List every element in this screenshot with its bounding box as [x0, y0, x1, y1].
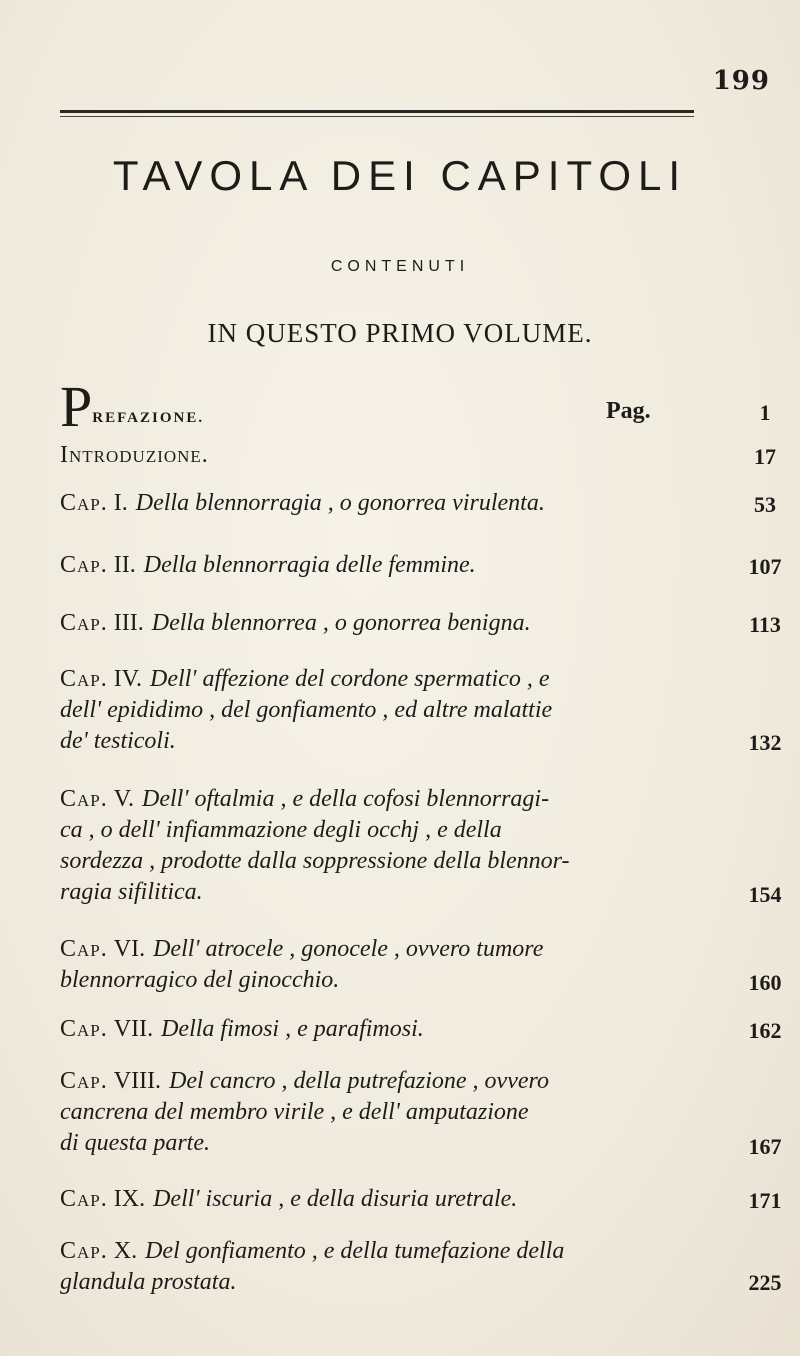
- toc-page-chapter-4: 132: [748, 730, 782, 755]
- toc-page-chapter-1: 53: [754, 492, 776, 517]
- page-title: TAVOLA DEI CAPITOLI: [112, 152, 688, 199]
- chapter-title-line: Del cancro , della putrefazione , ovvero: [169, 1068, 549, 1094]
- chapter-title-line: cancrena del membro virile , e dell' amputazione: [60, 1099, 529, 1125]
- toc-entry-chapter-6: [60, 934, 710, 996]
- toc-page-chapter-2: 107: [748, 554, 782, 579]
- chapter-label: Cap.: [60, 1238, 108, 1264]
- chapter-title-line: blennorragico del ginocchio.: [60, 967, 340, 993]
- chapter-label: Cap.: [60, 610, 108, 636]
- toc-entry-chapter-2: [60, 550, 710, 581]
- toc-entry-chapter-5: [60, 784, 710, 908]
- prefazione-label: REFAZIONE.: [92, 410, 205, 426]
- toc-entry-chapter-1: [60, 488, 710, 519]
- page-number: 199: [712, 66, 770, 96]
- chapter-title-line: Della fimosi , e parafimosi.: [161, 1016, 424, 1042]
- chapter-number: II.: [113, 552, 136, 578]
- chapter-label: Cap.: [60, 666, 108, 692]
- subtitle-contenuti: CONTENUTI: [330, 258, 470, 275]
- chapter-number: III.: [113, 610, 144, 636]
- toc-entry-chapter-3: [60, 608, 710, 639]
- chapter-title-line: Dell' atrocele , gonocele , ovvero tumore: [153, 936, 544, 962]
- chapter-number: VII.: [113, 1016, 154, 1042]
- toc-page-chapter-6: 160: [748, 970, 782, 995]
- chapter-number: VI.: [113, 936, 146, 962]
- chapter-title-line: ragia sifilitica.: [60, 879, 203, 905]
- header-rule-thin: [60, 116, 694, 117]
- chapter-title-line: Della blennorragia delle femmine.: [143, 552, 476, 578]
- chapter-label: Cap.: [60, 786, 108, 812]
- chapter-number: VIII.: [113, 1068, 162, 1094]
- introduzione-label: Introduzione.: [60, 442, 209, 468]
- toc-entry-chapter-8: [60, 1066, 710, 1159]
- chapter-title-line: di questa parte.: [60, 1130, 210, 1156]
- subtitle-volume: IN QUESTO PRIMO VOLUME.: [207, 318, 593, 348]
- chapter-title-line: de' testicoli.: [60, 728, 176, 754]
- chapter-title-line: Dell' oftalmia , e della cofosi blennorragi-: [142, 786, 550, 812]
- chapter-title-line: ca , o dell' infiammazione degli occhj , e della: [60, 817, 502, 843]
- chapter-title-line: glandula prostata.: [60, 1269, 237, 1295]
- chapter-label: Cap.: [60, 936, 108, 962]
- toc-page-introduzione: 17: [754, 444, 776, 469]
- chapter-number: I.: [113, 490, 128, 516]
- chapter-title-line: Dell' affezione del cordone spermatico , e: [149, 666, 550, 692]
- chapter-number: IV.: [113, 666, 142, 692]
- chapter-label: Cap.: [60, 1016, 108, 1042]
- chapter-title-line: sordezza , prodotte dalla soppressione della blennor-: [60, 848, 570, 874]
- toc-entry-chapter-10: [60, 1236, 710, 1298]
- toc-page-chapter-8: 167: [748, 1134, 782, 1159]
- chapter-label: Cap.: [60, 1186, 108, 1212]
- header-rule-thick: [60, 110, 694, 113]
- pag-label: Pag.: [606, 398, 651, 424]
- prefazione-initial: P: [60, 374, 93, 439]
- toc-entry-chapter-9: [60, 1184, 710, 1215]
- chapter-label: Cap.: [60, 552, 108, 578]
- toc-page-prefazione: 1: [759, 400, 771, 425]
- chapter-number: X.: [113, 1238, 138, 1264]
- toc-entry-introduzione: [60, 440, 710, 471]
- chapter-title-line: dell' epididimo , del gonfiamento , ed altre malattie: [60, 697, 553, 723]
- toc-page-chapter-7: 162: [748, 1018, 782, 1043]
- toc-entry-chapter-7: [60, 1014, 710, 1045]
- chapter-label: Cap.: [60, 1068, 108, 1094]
- chapter-title-line: Del gonfiamento , e della tumefazione della: [145, 1238, 565, 1264]
- chapter-title-line: Dell' iscuria , e della disuria uretrale.: [153, 1186, 518, 1212]
- chapter-title-line: Della blennorrea , o gonorrea benigna.: [151, 610, 531, 636]
- toc-page-chapter-9: 171: [748, 1188, 782, 1213]
- chapter-label: Cap.: [60, 490, 108, 516]
- toc-page-chapter-3: 113: [749, 612, 781, 637]
- chapter-number: V.: [113, 786, 134, 812]
- toc-entry-chapter-4: [60, 664, 710, 757]
- toc-page-chapter-5: 154: [748, 882, 782, 907]
- chapter-number: IX.: [113, 1186, 146, 1212]
- chapter-title-line: Della blennorragia , o gonorrea virulenta.: [135, 490, 545, 516]
- toc-page-chapter-10: 225: [748, 1270, 782, 1295]
